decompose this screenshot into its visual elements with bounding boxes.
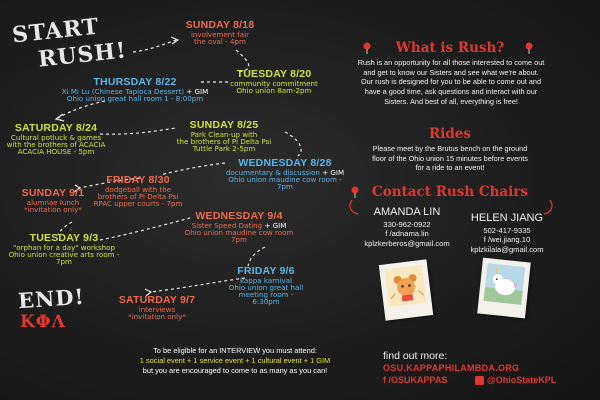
- event-saturday-9-7: [106, 295, 208, 320]
- eligibility-line: but you are encouraged to come to as many as you can!: [142, 365, 328, 375]
- event-day: SATURDAY 8/24: [14, 122, 98, 134]
- event-detail: "orphan for a day" workshop: [13, 242, 115, 252]
- eligibility-line: To be eligible for an INTERVIEW you must attend:: [153, 346, 317, 355]
- what-is-rush-text: [340, 58, 562, 106]
- event-detail: Sister Speed Dating: [191, 220, 263, 230]
- event-detail: ACACIA HOUSE - 5pm: [17, 147, 95, 157]
- event-detail: Ohio union great hall: [228, 282, 304, 292]
- event-thursday-8-22: [60, 77, 210, 102]
- chair-email: kplzkilala@gmail.com: [470, 244, 544, 254]
- event-sunday-8-25: [168, 120, 280, 152]
- rush-line: have a good time, ask questions and interact with our: [364, 86, 538, 96]
- chair-name: AMANDA LIN: [373, 206, 441, 218]
- rush-line: Sisters. And best of all, everything is free!: [384, 96, 518, 106]
- facebook-link[interactable]: [383, 375, 447, 385]
- event-detail: Ohio union great hall room 1 - 8:00pm: [66, 93, 204, 103]
- event-wednesday-8-28: [222, 158, 348, 190]
- contact-heading: Contact Rush Chairs: [371, 184, 528, 200]
- event-day: TUESDAY 9/3: [29, 232, 99, 244]
- rides-line: Please meet by the Brutus bench on the ground: [372, 144, 528, 153]
- event-wednesday-9-4: [180, 211, 298, 243]
- chair-info: [352, 220, 462, 248]
- event-day: TUESDAY 8/20: [236, 68, 312, 80]
- event-detail: the oval - 4pm: [194, 36, 246, 46]
- find-out-more-heading: find out more:: [383, 350, 448, 362]
- rush-line: Rush is an opportunity for all those interested to come out: [357, 58, 545, 67]
- chair-phone: 502-417-9335: [483, 226, 531, 235]
- event-day: SUNDAY 9/1: [21, 187, 85, 199]
- event-detail: with the brothers of ACACIA: [6, 139, 106, 149]
- event-detail: meeting room - 6:30pm: [238, 290, 294, 307]
- event-day: SUNDAY 8/18: [185, 19, 255, 31]
- event-detail: Tuttle Park 2-5pm: [192, 144, 256, 154]
- event-detail: *invitation only*: [24, 204, 82, 214]
- eligibility-note: [100, 346, 370, 376]
- event-friday-9-6: [226, 266, 306, 306]
- rush-line: Our rush is designed for you to be able to come out and: [360, 77, 542, 87]
- rides-text: [350, 144, 550, 173]
- event-tuesday-9-3: [4, 233, 124, 265]
- event-tuesday-8-20: [228, 69, 320, 94]
- chair-photo: [477, 258, 531, 319]
- event-detail: alumnae lunch: [26, 197, 80, 207]
- event-detail: dodgeball with the: [104, 184, 172, 194]
- chair-facebook: f /wei.jiang.10: [483, 235, 531, 245]
- event-saturday-8-24: [4, 123, 108, 155]
- event-detail: involvement fair: [190, 29, 250, 39]
- what-is-rush-heading: What is Rush?: [395, 40, 505, 56]
- twitter-link[interactable]: @OhioStateKPL: [487, 375, 557, 385]
- rides-heading: Rides: [429, 126, 471, 142]
- gim-tag: + GIM: [184, 86, 209, 96]
- event-detail: RPAC upper courts - 7pm: [93, 199, 183, 209]
- chair-facebook: f /adnama.lin: [385, 229, 429, 239]
- event-detail: Ohio union maudine cow room 7pm: [184, 227, 294, 245]
- eligibility-line: 1 social event + 1 service event + 1 cultural event + 1 GIM: [139, 355, 331, 365]
- twitter-icon: [475, 376, 484, 385]
- event-detail: Ohio union creative arts room - 7pm: [8, 249, 120, 267]
- event-detail: documentary & discussion: [225, 167, 320, 177]
- event-sunday-8-18: [170, 20, 270, 45]
- event-detail: Ohio union maudine cow room - 7pm: [228, 174, 342, 192]
- event-detail: Xi Mi Lu (Chinese Tapioca Dessert): [61, 86, 185, 96]
- facebook-handle: f /OSUKAPPAS: [383, 375, 448, 385]
- event-sunday-9-1: [14, 188, 92, 213]
- event-detail: Park Clean-up with: [190, 129, 258, 139]
- chair-photo: [379, 259, 433, 320]
- event-friday-8-30: [90, 175, 186, 207]
- kpl-logo: ΚΦΛ: [20, 312, 66, 332]
- event-day: FRIDAY 8/30: [106, 174, 170, 186]
- website-link[interactable]: OSU.KAPPAPHILAMBDA.ORG: [383, 363, 520, 373]
- event-day: SATURDAY 9/7: [118, 294, 196, 306]
- event-day: WEDNESDAY 8/28: [238, 157, 332, 169]
- chair-name: HELEN JIANG: [470, 212, 544, 224]
- rides-line: for a ride to an event!: [415, 163, 485, 173]
- chair-info: [455, 226, 559, 254]
- event-detail: community commitment: [230, 78, 318, 88]
- end-title: END!: [17, 283, 86, 314]
- event-detail: Ohio union 8am-2pm: [236, 85, 312, 95]
- gim-tag: + GIM: [319, 167, 345, 177]
- event-day: WEDNESDAY 9/4: [195, 210, 283, 222]
- chair-email: kplzkerberos@gmail.com: [364, 238, 450, 248]
- chair-phone: 330-962-0922: [383, 220, 431, 229]
- rides-line: floor of the Ohio union 15 minutes before events: [372, 153, 528, 163]
- event-detail: the brothers of Pi Delta Psi: [176, 136, 272, 146]
- bear-mascot-icon: [384, 265, 426, 307]
- event-detail: Cultural potluck & games: [10, 132, 102, 142]
- event-day: SUNDAY 8/25: [189, 119, 259, 131]
- start-title: START: [10, 13, 101, 49]
- rush-title: RUSH!: [36, 37, 128, 73]
- rush-line: and get to know our Sisters and see what we're about.: [363, 67, 539, 77]
- event-day: FRIDAY 9/6: [237, 265, 295, 277]
- event-detail: *invitation only*: [128, 311, 186, 321]
- event-detail: kappa karnival: [239, 275, 293, 285]
- event-day: THURSDAY 8/22: [93, 76, 177, 88]
- unicorn-mascot-icon: [484, 263, 526, 305]
- gim-tag: + GIM: [262, 220, 287, 230]
- event-detail: interviews: [138, 304, 176, 314]
- event-detail: brothers of Pi Delta Psi: [97, 191, 179, 201]
